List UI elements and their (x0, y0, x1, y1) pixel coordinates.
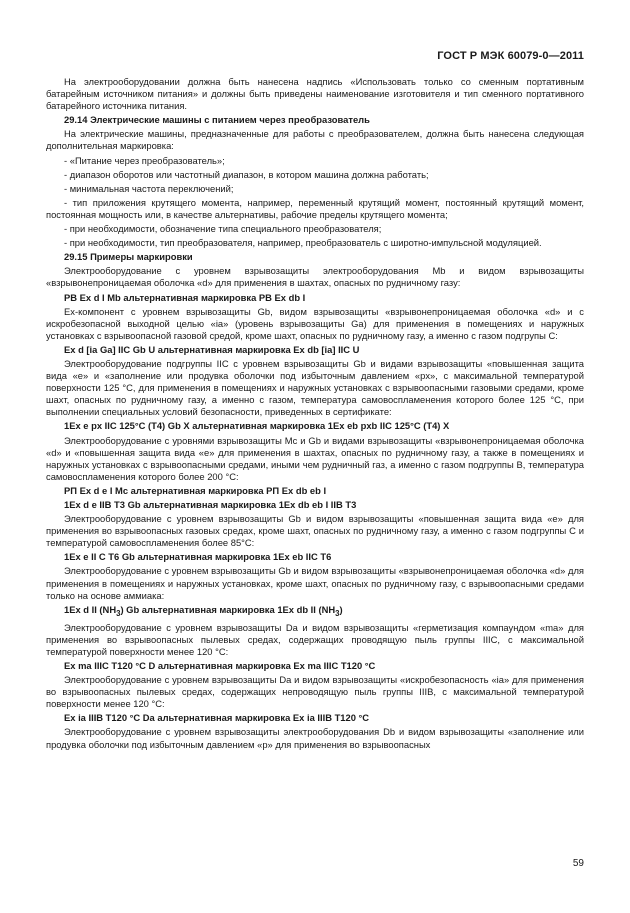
paragraph: На электрические машины, предназначенные для работы с преобразователем, должна быть нанесена следующая дополнительная маркировка: (46, 128, 584, 152)
paragraph: Электрооборудование с уровнем взрывозащиты Da и видом взрывозащиты «герметизация компаундом «ma» для применения во взрывоопасных пылевых средах, содержащих проводящую пыль группы IIIC, с максимальной температурой поверхности менее 120 °С: (46, 621, 584, 657)
paragraph: Электрооборудование подгруппы IIC с уровнем взрывозащиты Gb и видами взрывозащиты «повышенная защита вида «е» и «заполнение или продувка оболочки под избыточным давлением «px», с максимальной температурой поверхности 125 °С, для применения в помещениях и наружных установках с взрывоопасными газовыми средами, кроме шахт, опасных по рудничному газу, а именно с газом, температура самовоспламенения которого более 125 °С, при выполнении специальных условий безопасности, приведенных в сертификате: (46, 357, 584, 418)
marking-example: 1Ex d e IIB T3 Gb альтернативная маркировка 1Ex db eb I IIB T3 (64, 499, 357, 510)
marking-example: PB Ex d I Mb альтернативная маркировка PB Ex db I (64, 291, 306, 303)
subscript: 3 (116, 608, 121, 618)
subscript: 3 (335, 608, 340, 618)
page-content (46, 76, 584, 751)
marking-text: 1Ex d II (NH (64, 603, 117, 615)
marking-example (46, 604, 584, 620)
marking-example: Ex ma IIIC T120 °C D альтернативная маркировка Ex ma IIIC T120 °C (64, 660, 376, 671)
paragraph: На электрооборудовании должна быть нанесена надпись «Использовать только со сменным портативным батарейным источником питания» и должны быть приведены наименование изготовителя и тип сменного портативного батарейного источника питания. (46, 76, 584, 112)
marking-text: ) Gb альтернативная маркировка 1Ex db II (NH (120, 603, 336, 615)
document-header: ГОСТ Р МЭК 60079-0—2011 (437, 50, 584, 62)
paragraph: Электрооборудование с уровнем взрывозащиты электрооборудования Db и видом взрывозащиты «заполнение или продувка оболочки под избыточным давлением «р» для применения во взрывоопасных (46, 726, 584, 750)
list-item: - при необходимости, тип преобразователя, например, преобразователь с широтно-импульсной модуляцией. (64, 237, 542, 249)
marking-example: 1Ex e II C T6 Gb альтернативная маркировка 1Ex eb IIC T6 (64, 551, 332, 563)
marking-example: Ex ia IIIB T120 °C Da альтернативная маркировка Ex ia IIIB T120 °C (64, 712, 370, 724)
paragraph: Электрооборудование с уровнем взрывозащиты Da и видом взрывозащиты «искробезопасность «ia» для применения во взрывоопасных пылевых средах, содержащих непроводящую пыль группы IIIB, с максимальной температурой поверхности менее 120 °С: (46, 674, 584, 710)
list-item: - при необходимости, обозначение типа специального преобразователя; (64, 223, 382, 235)
list-item: - «Питание через преобразователь»; (64, 154, 225, 166)
paragraph: Ex-компонент с уровнем взрывозащиты Gb, видом взрывозащиты «взрывонепроницаемая оболочка «d» и с искробезопасной выходной целью «ia» (уровень взрывозащиты Ga) для применения в помещениях и наружных установках с взрывоопасной газовой средой, кроме шахт, опасных по рудничному газу, а именно с газом подгрупы С: (46, 305, 584, 341)
paragraph: Электрооборудование с уровнем взрывозащиты Gb и видом взрывозащиты «повышенная защита вида «е» для применения во взрывоопасных газовых средах, кроме шахт, опасных по рудничному газу, а именно с газом подгруппы С и температурой самовоспламенения более 85°С: (46, 513, 584, 549)
list-item: - минимальная частота переключений; (64, 182, 234, 194)
paragraph: Электрооборудование с уровнем взрывозащиты электрооборудования Mb и видом взрывозащиты «взрывонепроницаемая оболочка «d» для применения в шахтах, опасных по рудничному газу: (46, 265, 584, 289)
page-number: 59 (572, 858, 584, 869)
section-heading: 29.15 Примеры маркировки (64, 251, 193, 263)
marking-example: Ex d [ia Ga] IIC Gb U альтернативная маркировка Ex db [ia] IIC U (64, 343, 360, 355)
list-item: - диапазон оборотов или частотный диапазон, в котором машина должна работать; (64, 168, 429, 180)
marking-text: ) (339, 603, 343, 615)
section-heading: 29.14 Электрические машины с питанием через преобразователь (64, 114, 370, 126)
paragraph: Электрооборудование с уровнями взрывозащиты Mc и Gb и видами взрывозащиты «взрывонепроницаемая оболочка «d» и «повышенная защита вида «е» для применения в шахтах, опасных по рудничному газу, а также в помещениях и наружных установках с взрывоопасными средами, иными чем рудничный газ, а именно с газом подгруппы В, температура самовоспламенения которого более 200 °С: (46, 434, 584, 482)
paragraph: Электрооборудование с уровнем взрывозащиты Gb и видом взрывозащиты «взрывонепроницаемая оболочка «d» для применения в помещениях и наружных установках, кроме шахт, опасных по рудничному газу, с взрывоопасными средами только на основе аммиака: (46, 565, 584, 601)
marking-example: РП Ex d e I Mc альтернативная маркировка РП Ex db eb I (64, 484, 327, 496)
list-item: - тип приложения крутящего момента, например, переменный крутящий момент, постоянный крутящий момент, постоянная мощность или, в качестве альтернативы, рабочие пределы крутящего момента; (46, 196, 584, 220)
marking-example: 1Ex e px IIC 125°C (T4) Gb X альтернативная маркировка 1Ex eb pxb IIC 125°C (T4) X (64, 420, 450, 432)
